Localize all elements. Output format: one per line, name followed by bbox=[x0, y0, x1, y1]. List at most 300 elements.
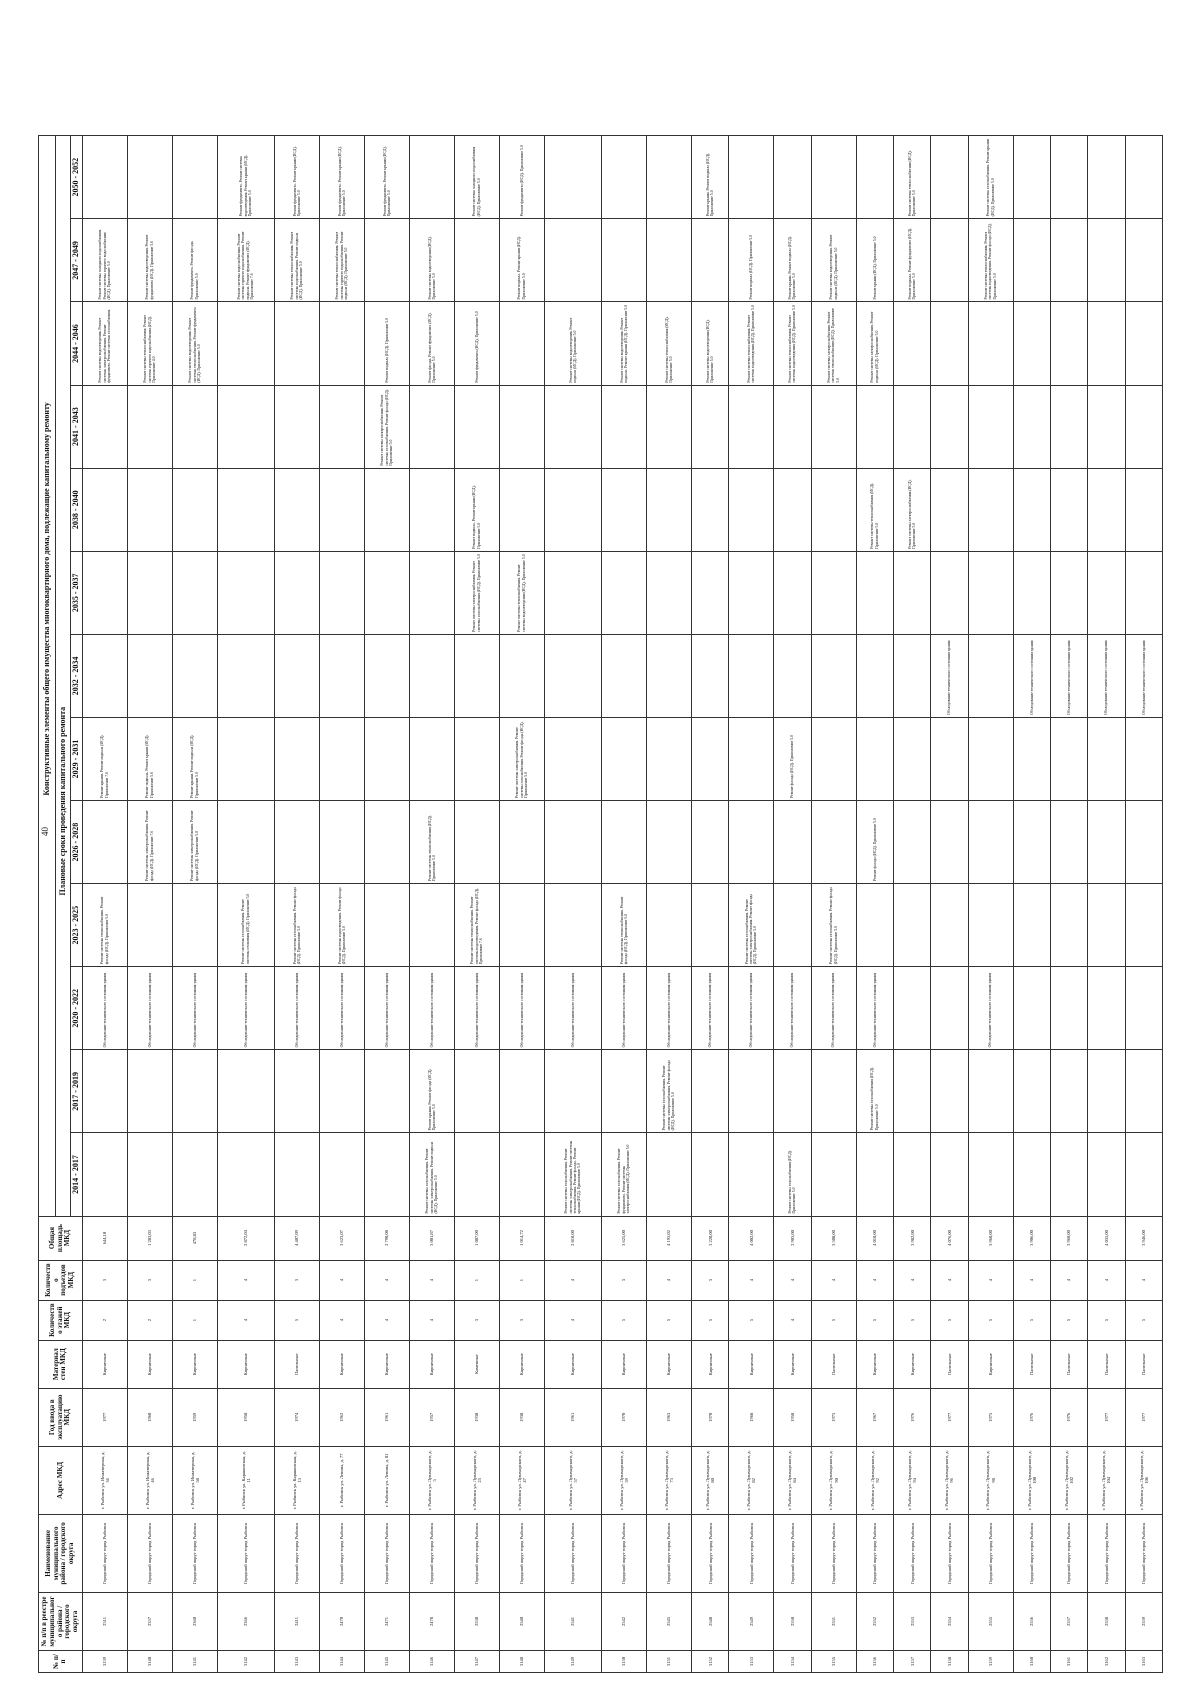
cell-work-period bbox=[364, 717, 409, 800]
cell-work-period: Обследование технического состояния здания bbox=[172, 967, 217, 1050]
cell-work-period: Ремонт подвала (ИСД). Приложение 5.0 bbox=[729, 219, 774, 302]
cell-district: Городской округ город Рыбинск bbox=[893, 1514, 930, 1592]
cell-work-period bbox=[1125, 468, 1162, 551]
cell-work-period: Обследование технического состояния здания bbox=[968, 967, 1013, 1050]
cell-row-no: 3142 bbox=[217, 1650, 274, 1672]
cell-row-no: 3141 bbox=[172, 1650, 217, 1672]
cell-year-built: 1938 bbox=[499, 1388, 544, 1446]
cell-work-period: Ремонт системы холодного водоснабжения. Ремонт системы горячего водоснабжения (ИСД). Приложение 5.0 bbox=[82, 219, 127, 302]
cell-area: 4 076,00 bbox=[931, 1216, 968, 1260]
cell-work-period bbox=[409, 717, 454, 800]
cell-work-period bbox=[893, 717, 930, 800]
cell-work-period bbox=[931, 385, 968, 468]
cell-work-period: Ремонт системы теплоснабжения (ИСД). Приложение 5.0 bbox=[856, 468, 893, 551]
cell-registry-no: 2550 bbox=[774, 1592, 811, 1650]
cell-registry-no: 2478 bbox=[409, 1592, 454, 1650]
cell-work-period bbox=[1013, 136, 1050, 219]
cell-area: 3 623,07 bbox=[319, 1216, 364, 1260]
header-wall-material: Материал стен МКД bbox=[39, 1340, 83, 1388]
cell-work-period: Ремонт фундамента. Ремонт крыши (ИСД). Приложение 5.0 bbox=[274, 136, 319, 219]
cell-registry-no: 2538 bbox=[454, 1592, 499, 1650]
cell-work-period bbox=[931, 1050, 968, 1133]
cell-year-built: 1977 bbox=[1125, 1388, 1162, 1446]
cell-work-period bbox=[1088, 385, 1125, 468]
cell-year-built: 1961 bbox=[544, 1388, 601, 1446]
table-row bbox=[893, 136, 930, 1673]
cell-work-period bbox=[172, 1133, 217, 1216]
table-row bbox=[1088, 136, 1125, 1673]
cell-work-period bbox=[774, 884, 811, 967]
cell-year-built: 1976 bbox=[1050, 1388, 1087, 1446]
cell-row-no: 3147 bbox=[454, 1650, 499, 1672]
cell-work-period: Ремонт системы водоотведения. Ремонт системы электроснабжения. Ремонт фундамента. Ремонт системы газоснабжения. bbox=[82, 302, 127, 385]
cell-district: Городской округ город Рыбинск bbox=[602, 1514, 647, 1592]
cell-work-period bbox=[82, 1133, 127, 1216]
header-no: № п/п bbox=[39, 1650, 83, 1672]
cell-year-built: 1963 bbox=[646, 1388, 691, 1446]
cell-work-period bbox=[82, 801, 127, 884]
cell-work-period bbox=[691, 468, 728, 551]
cell-entrances: 3 bbox=[274, 1260, 319, 1300]
cell-area: 3 982,00 bbox=[893, 1216, 930, 1260]
cell-work-period bbox=[811, 385, 856, 468]
cell-work-period bbox=[1013, 801, 1050, 884]
cell-registry-no: 2470 bbox=[319, 1592, 364, 1650]
cell-row-no: 3145 bbox=[364, 1650, 409, 1672]
cell-work-period bbox=[931, 219, 968, 302]
cell-work-period bbox=[602, 551, 647, 634]
cell-registry-no: 2558 bbox=[1088, 1592, 1125, 1650]
cell-work-period bbox=[1050, 1050, 1087, 1133]
cell-work-period: Ремонт системы теплоснабжения (ИСД). Приложение 5.0 bbox=[409, 801, 454, 884]
cell-work-period: Ремонт фасада (ИСД). Приложение 5.0 bbox=[774, 717, 811, 800]
cell-work-period bbox=[856, 136, 893, 219]
cell-work-period: Ремонт фасада (ИСД). Приложение 5.0 bbox=[856, 801, 893, 884]
cell-work-period bbox=[602, 136, 647, 219]
cell-work-period bbox=[602, 801, 647, 884]
cell-work-period bbox=[774, 468, 811, 551]
cell-row-no: 3149 bbox=[544, 1650, 601, 1672]
cell-work-period bbox=[856, 1133, 893, 1216]
cell-entrances: 4 bbox=[968, 1260, 1013, 1300]
cell-district: Городской округ город Рыбинск bbox=[544, 1514, 601, 1592]
cell-district: Городской округ город Рыбинск bbox=[774, 1514, 811, 1592]
cell-work-period bbox=[1013, 967, 1050, 1050]
cell-work-period: Ремонт системы газоснабжения. Ремонт фундамента. Ремонт системы электроснабжения (ИСД). Приложение 5.0 bbox=[602, 1133, 647, 1216]
period-header: 2038 - 2040 bbox=[71, 468, 83, 551]
cell-work-period: Ремонт фундамента (ИСД). Приложение 5.0 bbox=[454, 302, 499, 385]
cell-year-built: 1977 bbox=[931, 1388, 968, 1446]
cell-district: Городской округ город Рыбинск bbox=[82, 1514, 127, 1592]
cell-address: г. Рыбинск ул. Луначарского, д. 57 bbox=[544, 1446, 601, 1514]
cell-work-period bbox=[319, 551, 364, 634]
cell-work-period bbox=[409, 884, 454, 967]
cell-registry-no: 2553 bbox=[893, 1592, 930, 1650]
cell-work-period bbox=[893, 385, 930, 468]
cell-district: Городской округ город Рыбинск bbox=[1088, 1514, 1125, 1592]
cell-wall-material: Кирпичные bbox=[499, 1340, 544, 1388]
cell-work-period bbox=[931, 717, 968, 800]
cell-wall-material: Панельные bbox=[1125, 1340, 1162, 1388]
cell-registry-no: 2557 bbox=[1050, 1592, 1087, 1650]
cell-address: г. Рыбинск ул. Луначарского, д. 25 bbox=[454, 1446, 499, 1514]
cell-year-built: 1961 bbox=[364, 1388, 409, 1446]
cell-work-period: Ремонт крыши. Ремонт подвала (ИСД). Приложение 5.0 bbox=[691, 136, 728, 219]
cell-work-period bbox=[774, 385, 811, 468]
cell-work-period bbox=[811, 136, 856, 219]
cell-work-period bbox=[729, 1050, 774, 1133]
cell-work-period bbox=[274, 801, 319, 884]
cell-work-period bbox=[691, 634, 728, 717]
cell-area: 3 946,00 bbox=[1125, 1216, 1162, 1260]
cell-wall-material: Кирпичные bbox=[127, 1340, 172, 1388]
cell-work-period bbox=[729, 468, 774, 551]
cell-address: г. Рыбинск ул. Луначарского, д. 96 bbox=[931, 1446, 968, 1514]
cell-address: г. Рыбинск ул. Луначарского, д. 94 bbox=[893, 1446, 930, 1514]
cell-entrances: 1 bbox=[499, 1260, 544, 1300]
cell-work-period bbox=[893, 884, 930, 967]
cell-year-built: 1976 bbox=[1013, 1388, 1050, 1446]
period-header: 2017 - 2019 bbox=[71, 1050, 83, 1133]
table-row bbox=[172, 136, 217, 1673]
cell-work-period: Ремонт фундамента. Ремонт крыши (ИСД). Приложение 5.0 bbox=[364, 136, 409, 219]
cell-work-period: Ремонт крыши. Ремонт подвала (ИСД). Приложение 5.0 bbox=[172, 717, 217, 800]
cell-district: Городской округ город Рыбинск bbox=[499, 1514, 544, 1592]
cell-work-period bbox=[544, 884, 601, 967]
cell-address: г. Рыбинск ул. Луначарского, д. 92 bbox=[856, 1446, 893, 1514]
cell-floors: 5 bbox=[968, 1300, 1013, 1340]
cell-work-period bbox=[319, 302, 364, 385]
cell-work-period bbox=[811, 468, 856, 551]
cell-work-period: Обследование технического состояния здания bbox=[1088, 634, 1125, 717]
cell-floors: 5 bbox=[811, 1300, 856, 1340]
cell-registry-no: 2541 bbox=[544, 1592, 601, 1650]
cell-work-period bbox=[544, 136, 601, 219]
cell-registry-no: 2540 bbox=[499, 1592, 544, 1650]
cell-work-period bbox=[454, 385, 499, 468]
cell-address: г. Рыбинск ул. Карякинская, д. 11 bbox=[217, 1446, 274, 1514]
cell-work-period bbox=[1088, 801, 1125, 884]
cell-district: Городской округ город Рыбинск bbox=[217, 1514, 274, 1592]
cell-registry-no: 2555 bbox=[968, 1592, 1013, 1650]
cell-work-period bbox=[217, 801, 274, 884]
cell-entrances: 4 bbox=[544, 1260, 601, 1300]
cell-work-period: Ремонт фундамента (ИСД). Приложение 5.0 bbox=[499, 136, 544, 219]
cell-floors: 5 bbox=[1125, 1300, 1162, 1340]
cell-work-period bbox=[1050, 302, 1087, 385]
cell-wall-material: Кирпичные bbox=[646, 1340, 691, 1388]
cell-work-period bbox=[544, 551, 601, 634]
cell-work-period bbox=[893, 634, 930, 717]
cell-row-no: 3161 bbox=[1050, 1650, 1087, 1672]
cell-address: г. Рыбинск ул. Луначарского, д. 104 bbox=[1088, 1446, 1125, 1514]
table-row bbox=[499, 136, 544, 1673]
cell-row-no: 3156 bbox=[856, 1650, 893, 1672]
cell-work-period: Обследование технического состояния здания bbox=[454, 967, 499, 1050]
cell-work-period: Обследование технического состояния здания bbox=[1013, 634, 1050, 717]
cell-work-period bbox=[127, 551, 172, 634]
cell-work-period: Ремонт подвала. Ремонт крыши (ИСД). Приложение 5.0 bbox=[499, 219, 544, 302]
cell-work-period bbox=[1013, 551, 1050, 634]
cell-work-period bbox=[172, 385, 217, 468]
cell-work-period: Ремонт системы электроснабжения. Ремонт системы теплоснабжения (ИСД). Приложение 5.0 bbox=[811, 302, 856, 385]
cell-work-period: Обследование технического состояния здания bbox=[274, 967, 319, 1050]
cell-address: г. Рыбинск ул. Инженерная, д. 58 bbox=[172, 1446, 217, 1514]
cell-work-period bbox=[544, 468, 601, 551]
cell-work-period bbox=[454, 801, 499, 884]
cell-work-period bbox=[968, 1050, 1013, 1133]
cell-entrances: 3 bbox=[602, 1260, 647, 1300]
table-title: Конструктивные элементы общего имущества многоквартирного дома, подлежащие капитальному ремонту bbox=[39, 136, 56, 1217]
cell-district: Городской округ город Рыбинск bbox=[931, 1514, 968, 1592]
cell-wall-material: Кирпичные bbox=[968, 1340, 1013, 1388]
table-subtitle: Плановые сроки проведения капитального ремонта bbox=[56, 136, 71, 1217]
cell-work-period bbox=[646, 634, 691, 717]
cell-row-no: 3146 bbox=[409, 1650, 454, 1672]
cell-work-period bbox=[172, 1050, 217, 1133]
cell-area: 3 001,87 bbox=[409, 1216, 454, 1260]
cell-work-period: Ремонт системы водоотведения (ИСД). Приложение 5.0 bbox=[409, 219, 454, 302]
cell-floors: 5 bbox=[729, 1300, 774, 1340]
cell-work-period bbox=[127, 136, 172, 219]
table-row bbox=[1013, 136, 1050, 1673]
cell-work-period: Ремонт системы теплоснабжения. Ремонт системы горячего водоснабжения (ИСД). Приложение 4.0 bbox=[127, 302, 172, 385]
cell-work-period bbox=[127, 468, 172, 551]
cell-area: 3 906,00 bbox=[1013, 1216, 1050, 1260]
cell-work-period: Обследование технического состояния здания bbox=[691, 967, 728, 1050]
cell-work-period: Ремонт системы теплоснабжения. Ремонт системы водоотведения (ИСД). Приложение 5.0 bbox=[774, 302, 811, 385]
cell-work-period bbox=[811, 717, 856, 800]
cell-work-period: Ремонт системы теплоснабжения. Ремонт фасада (ИСД). Приложение 5.0 bbox=[82, 884, 127, 967]
cell-registry-no: 2311 bbox=[82, 1592, 127, 1650]
cell-row-no: 3144 bbox=[319, 1650, 364, 1672]
table-row bbox=[774, 136, 811, 1673]
cell-work-period bbox=[409, 385, 454, 468]
header-district: Наименование муниципального района / городского округа bbox=[39, 1514, 83, 1592]
cell-year-built: 1970 bbox=[691, 1388, 728, 1446]
cell-work-period bbox=[1125, 302, 1162, 385]
cell-work-period bbox=[646, 801, 691, 884]
cell-address: г. Рыбинск ул. Луначарского, д. 73 bbox=[646, 1446, 691, 1514]
cell-row-no: 3154 bbox=[774, 1650, 811, 1672]
cell-work-period bbox=[82, 634, 127, 717]
cell-work-period bbox=[811, 1133, 856, 1216]
cell-work-period: Ремонт системы электроснабжения (ИСД). Приложение 5.0 bbox=[893, 468, 930, 551]
cell-work-period bbox=[691, 551, 728, 634]
cell-registry-no: 2471 bbox=[364, 1592, 409, 1650]
cell-floors: 5 bbox=[602, 1300, 647, 1340]
cell-work-period bbox=[1013, 468, 1050, 551]
period-header: 2035 - 2037 bbox=[71, 551, 83, 634]
cell-work-period bbox=[319, 468, 364, 551]
cell-work-period bbox=[1125, 219, 1162, 302]
cell-work-period: Ремонт системы газоснабжения. Ремонт фасада (ИСД). Приложение 5.0 bbox=[274, 884, 319, 967]
cell-work-period: Ремонт системы газоснабжения. Ремонт системы электроснабжения. Ремонт фасада (ИСД). Приложение 5.0 bbox=[646, 1050, 691, 1133]
period-header: 2020 - 2022 bbox=[71, 967, 83, 1050]
cell-work-period bbox=[454, 717, 499, 800]
cell-district: Городской округ город Рыбинск bbox=[1125, 1514, 1162, 1592]
cell-work-period: Обследование технического состояния здания bbox=[127, 967, 172, 1050]
cell-work-period bbox=[729, 717, 774, 800]
cell-work-period bbox=[544, 634, 601, 717]
table-row bbox=[454, 136, 499, 1673]
page-number: 40 bbox=[40, 827, 50, 836]
cell-work-period bbox=[1013, 219, 1050, 302]
cell-area: 4 002,00 bbox=[729, 1216, 774, 1260]
cell-work-period bbox=[319, 634, 364, 717]
cell-work-period bbox=[1125, 1050, 1162, 1133]
cell-row-no: 3143 bbox=[274, 1650, 319, 1672]
cell-district: Городской округ город Рыбинск bbox=[127, 1514, 172, 1592]
table-row bbox=[319, 136, 364, 1673]
cell-work-period bbox=[499, 1133, 544, 1216]
cell-work-period bbox=[499, 385, 544, 468]
cell-work-period bbox=[968, 468, 1013, 551]
cell-work-period bbox=[646, 551, 691, 634]
cell-work-period bbox=[602, 1050, 647, 1133]
cell-entrances: 4 bbox=[811, 1260, 856, 1300]
cell-row-no: 3153 bbox=[729, 1650, 774, 1672]
cell-address: г. Рыбинск ул. Инженерная, д. 46 bbox=[127, 1446, 172, 1514]
cell-area: 3 508,00 bbox=[811, 1216, 856, 1260]
header-address: Адрес МКД bbox=[39, 1446, 83, 1514]
cell-wall-material: Панельные bbox=[1013, 1340, 1050, 1388]
cell-address: г. Рыбинск ул. Луначарского, д. 59 bbox=[602, 1446, 647, 1514]
cell-work-period: Ремонт системы газоснабжения. Ремонт системы отопления (ИСД). Приложение 5.0 bbox=[217, 884, 274, 967]
cell-address: г. Рыбинск ул. Луначарского, д. 5 bbox=[409, 1446, 454, 1514]
cell-floors: 1 bbox=[172, 1300, 217, 1340]
cell-row-no: 3140 bbox=[127, 1650, 172, 1672]
cell-work-period bbox=[893, 551, 930, 634]
cell-work-period bbox=[646, 717, 691, 800]
cell-work-period bbox=[1088, 884, 1125, 967]
cell-registry-no: 2548 bbox=[691, 1592, 728, 1650]
cell-work-period bbox=[893, 302, 930, 385]
table-body bbox=[82, 136, 1162, 1673]
cell-work-period bbox=[602, 385, 647, 468]
cell-work-period: Ремонт системы теплоснабжения. Ремонт системы водоотведения (ИСД). Приложение 5.0 bbox=[729, 302, 774, 385]
cell-work-period bbox=[364, 634, 409, 717]
cell-year-built: 1973 bbox=[811, 1388, 856, 1446]
cell-wall-material: Кирпичные bbox=[774, 1340, 811, 1388]
cell-work-period bbox=[1125, 717, 1162, 800]
cell-work-period bbox=[646, 884, 691, 967]
cell-work-period bbox=[931, 468, 968, 551]
cell-area: 4 195,02 bbox=[646, 1216, 691, 1260]
cell-work-period bbox=[602, 219, 647, 302]
cell-work-period bbox=[274, 1050, 319, 1133]
cell-work-period bbox=[968, 634, 1013, 717]
cell-work-period: Ремонт крыши. Ремонт подвала (ИСД). Приложение 5.0 bbox=[774, 219, 811, 302]
cell-work-period bbox=[127, 884, 172, 967]
cell-entrances: 4 bbox=[774, 1260, 811, 1300]
cell-work-period bbox=[774, 1050, 811, 1133]
cell-work-period bbox=[1050, 801, 1087, 884]
cell-entrances: 3 bbox=[127, 1260, 172, 1300]
cell-work-period bbox=[1088, 468, 1125, 551]
cell-work-period bbox=[217, 717, 274, 800]
cell-year-built: 1960 bbox=[127, 1388, 172, 1446]
cell-work-period: Ремонт системы теплоснабжения. Ремонт системы водоотведения. Ремонт фасада (ИСД). Приложение 5.0 bbox=[968, 219, 1013, 302]
cell-work-period: Обследование технического состояния здания bbox=[931, 634, 968, 717]
cell-work-period bbox=[1088, 717, 1125, 800]
cell-work-period bbox=[968, 884, 1013, 967]
cell-address: г. Рыбинск ул. Карякинская, д. 13 bbox=[274, 1446, 319, 1514]
cell-registry-no: 2559 bbox=[1125, 1592, 1162, 1650]
cell-area: 644,10 bbox=[82, 1216, 127, 1260]
cell-work-period bbox=[1050, 385, 1087, 468]
period-header: 2023 - 2025 bbox=[71, 884, 83, 967]
cell-work-period bbox=[856, 385, 893, 468]
cell-registry-no: 2542 bbox=[602, 1592, 647, 1650]
cell-work-period: Ремонт фундамента. Ремонт фасада. Приложение 5.0 bbox=[172, 219, 217, 302]
cell-district: Городской округ город Рыбинск bbox=[172, 1514, 217, 1592]
cell-work-period: Обследование технического состояния здания bbox=[544, 967, 601, 1050]
period-header: 2047 - 2049 bbox=[71, 219, 83, 302]
cell-work-period bbox=[1088, 302, 1125, 385]
cell-year-built: 1938 bbox=[454, 1388, 499, 1446]
cell-work-period: Ремонт системы теплоснабжения. Ремонт системы водоотведения (ИСД). Приложение 5.0 bbox=[499, 551, 544, 634]
cell-area: 4 407,09 bbox=[274, 1216, 319, 1260]
cell-work-period bbox=[454, 634, 499, 717]
cell-work-period bbox=[691, 385, 728, 468]
cell-work-period bbox=[172, 884, 217, 967]
cell-work-period bbox=[274, 551, 319, 634]
cell-entrances: 4 bbox=[646, 1260, 691, 1300]
cell-work-period bbox=[364, 468, 409, 551]
cell-row-no: 3160 bbox=[1013, 1650, 1050, 1672]
cell-entrances: 4 bbox=[931, 1260, 968, 1300]
cell-work-period bbox=[319, 717, 364, 800]
cell-work-period bbox=[729, 136, 774, 219]
period-header: 2050 - 2052 bbox=[71, 136, 83, 219]
cell-work-period bbox=[217, 302, 274, 385]
cell-work-period: Ремонт системы электроснабжения. Ремонт системы газоснабжения. Ремонт фасада (ИСД). Приложение 5.0 bbox=[499, 717, 544, 800]
cell-district: Городской округ город Рыбинск bbox=[811, 1514, 856, 1592]
cell-work-period bbox=[1088, 967, 1125, 1050]
cell-registry-no: 2549 bbox=[729, 1592, 774, 1650]
cell-work-period: Ремонт подвала. Ремонт фундамента (ИСД). Приложение 5.0 bbox=[893, 219, 930, 302]
cell-work-period bbox=[729, 385, 774, 468]
cell-work-period bbox=[1088, 219, 1125, 302]
capital-repair-table bbox=[38, 135, 1163, 1673]
cell-work-period: Ремонт фундамента. Ремонт системы водоотведения. Ремонт крыши (ИСД). Приложение 5.0 bbox=[217, 136, 274, 219]
cell-floors: 5 bbox=[1013, 1300, 1050, 1340]
cell-work-period bbox=[811, 634, 856, 717]
cell-address: г. Рыбинск ул. Луначарского, д. 80 bbox=[691, 1446, 728, 1514]
cell-work-period: Ремонт системы электроснабжения. Ремонт фасада (ИСД). Приложение 7.6 bbox=[127, 801, 172, 884]
cell-year-built: 1959 bbox=[172, 1388, 217, 1446]
cell-work-period bbox=[499, 468, 544, 551]
cell-work-period: Ремонт подвала (ИСД). Приложение 5.0 bbox=[364, 302, 409, 385]
cell-wall-material: Кирпичные bbox=[691, 1340, 728, 1388]
cell-row-no: 3152 bbox=[691, 1650, 728, 1672]
cell-work-period: Ремонт системы теплоснабжения (ИСД). Приложение 5.0 bbox=[646, 302, 691, 385]
cell-work-period: Ремонт системы газоснабжения (ИСД). Приложение 5.0 bbox=[774, 1133, 811, 1216]
cell-area: 2 790,08 bbox=[364, 1216, 409, 1260]
cell-work-period bbox=[499, 1050, 544, 1133]
cell-work-period: Ремонт системы теплоснабжения. Ремонт системы горячего водоснабжения. Ремонт подвала (ИСД). Приложение 5.0 bbox=[319, 219, 364, 302]
cell-floors: 5 bbox=[646, 1300, 691, 1340]
period-header: 2041 - 2043 bbox=[71, 385, 83, 468]
cell-work-period bbox=[217, 634, 274, 717]
cell-work-period bbox=[409, 468, 454, 551]
rotated-page bbox=[38, 135, 1163, 1673]
cell-wall-material: Кирпичные bbox=[893, 1340, 930, 1388]
cell-address: г. Рыбинск ул. Луначарского, д. 84 bbox=[774, 1446, 811, 1514]
cell-entrances: 4 bbox=[364, 1260, 409, 1300]
cell-work-period: Ремонт системы водоотведения. Ремонт системы теплоснабжения. Ремонт фундамента (ИСД). Приложение 5.0 bbox=[172, 302, 217, 385]
